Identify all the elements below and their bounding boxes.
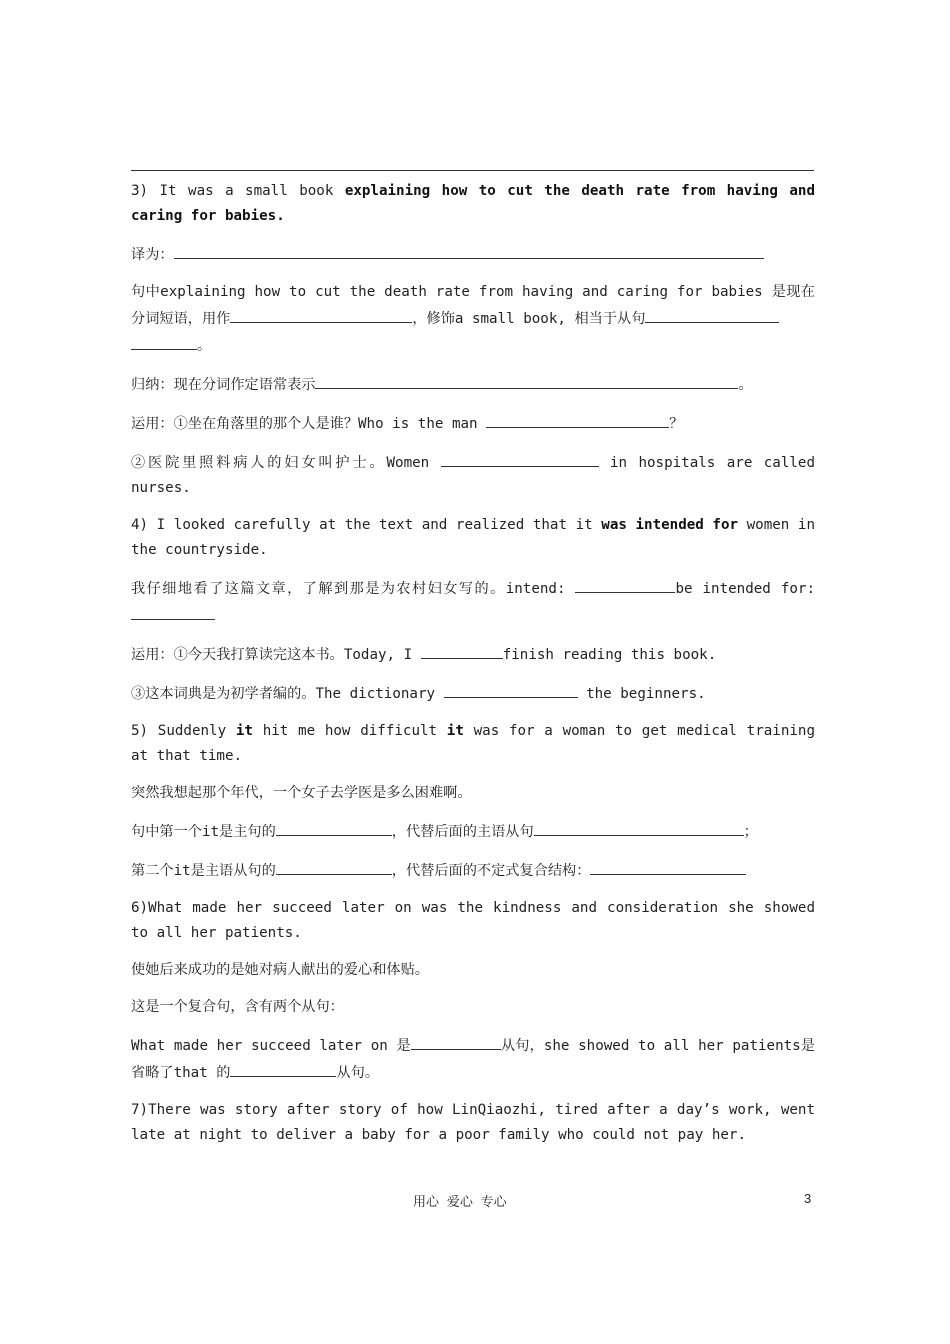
s4-intend-blank[interactable] <box>575 575 675 593</box>
s6-cn: 使她后来成功的是她对病人献出的爱心和体贴。 <box>131 962 429 978</box>
s3-desc-b: ，修饰a small book, 相当于从句 <box>412 311 646 327</box>
s6-q-c: 从句。 <box>336 1065 380 1081</box>
s3-blank-function[interactable] <box>230 305 412 323</box>
page-content <box>131 179 815 1160</box>
header-rule <box>131 170 814 171</box>
s4-highlight: was intended for <box>601 517 739 533</box>
s3-summary-end: 。 <box>738 377 753 393</box>
s5-q2-mid: ，代替后面的不定式复合结构： <box>391 863 591 879</box>
s3-summary-text: 归纳：现在分词作定语常表示 <box>131 377 316 393</box>
s4-cn-text: 我仔细地看了这篇文章，了解到那是为农村妇女写的。intend: <box>131 581 576 597</box>
s4-cn-mid: be intended for: <box>675 581 815 597</box>
s7-sentence: 7)There was story after story of how LinQiaozhi, tired after a day’s work, went late at night to deliver a baby for a poor family who could not pay her. <box>131 1102 815 1143</box>
s3-blank-clause-1[interactable] <box>645 305 779 323</box>
s4-use1 <box>131 641 815 668</box>
s4-text-b: women in the countryside. <box>131 517 816 558</box>
s6-q-b: 从句，she showed to all her patients是省略了that 的 <box>131 1038 815 1081</box>
s3-use1-text: 运用：①坐在角落里的那个人是谁？Who is the man <box>131 416 487 432</box>
s4-use2-blank[interactable] <box>444 680 578 698</box>
s3-use1-blank[interactable] <box>486 410 669 428</box>
s4-use2-end: the beginners. <box>577 686 706 702</box>
s3-use2-text: ②医院里照料病人的妇女叫护士。Women <box>131 455 441 471</box>
s3-summary <box>131 371 815 398</box>
s5-q1-blank-2[interactable] <box>534 818 744 836</box>
s5-cn: 突然我想起那个年代，一个女子去学医是多么困难啊。 <box>131 785 472 801</box>
s5-text-a: 5) Suddenly <box>131 723 236 739</box>
s3-use1 <box>131 410 815 437</box>
s5-q2-blank-2[interactable] <box>590 857 746 875</box>
s5-q2-text: 第二个it是主语从句的 <box>131 863 276 879</box>
page-number: 3 <box>804 1191 812 1206</box>
s3-use2 <box>131 449 815 501</box>
s4-intended-blank[interactable] <box>131 602 215 620</box>
s5-text-c: was for a woman to get medical training at that time. <box>131 723 816 764</box>
s6-blank-2[interactable] <box>230 1059 336 1077</box>
s5-q1-end: ； <box>743 824 758 840</box>
s5-text-b: hit me how difficult <box>252 723 447 739</box>
translate-label: 译为： <box>131 247 174 263</box>
s4-sentence <box>131 513 815 563</box>
s4-text-a: 4) I looked carefully at the text and realized that it <box>131 517 602 533</box>
s3-use2-blank[interactable] <box>441 449 599 467</box>
s5-q1 <box>131 818 815 845</box>
s3-sentence-text: 3) It was a small book <box>131 183 345 199</box>
s5-q2 <box>131 857 815 884</box>
s3-summary-blank[interactable] <box>315 371 738 389</box>
s5-q1-blank-1[interactable] <box>276 818 392 836</box>
footer-motto: 用心 爱心 专心 <box>413 1195 507 1210</box>
s6-question <box>131 1032 815 1086</box>
s4-use1-end: finish reading this book. <box>502 647 717 663</box>
translate-blank[interactable] <box>174 241 764 259</box>
s3-blank-clause-2[interactable] <box>131 332 197 350</box>
s3-desc <box>131 280 815 359</box>
s6-q-a: What made her succeed later on 是 <box>131 1038 411 1054</box>
s5-it-1: it <box>235 723 253 739</box>
s3-highlight: explaining how to cut the death rate from having and caring for babies. <box>131 183 815 224</box>
s5-sentence <box>131 719 815 769</box>
s5-it-2: it <box>446 723 464 739</box>
s3-desc-c: 。 <box>197 338 212 354</box>
s4-use1-text: 运用：①今天我打算读完这本书。Today, I <box>131 647 421 663</box>
s4-cn <box>131 575 815 629</box>
s6-sentence: 6)What made her succeed later on was the kindness and consideration she showed to all her patients. <box>131 900 815 941</box>
s5-q1-text: 句中第一个it是主句的 <box>131 824 276 840</box>
s3-sentence <box>131 179 815 229</box>
s3-use2-end: in hospitals are called nurses. <box>131 455 815 496</box>
s6-blank-1[interactable] <box>411 1032 501 1050</box>
s4-use2 <box>131 680 815 707</box>
s4-use2-text: ③这本词典是为初学者编的。The dictionary <box>131 686 444 702</box>
s3-desc-a: 句中explaining how to cut the death rate from having and caring for babies 是现在分词短语，用作 <box>131 284 815 327</box>
s3-use1-end: ？ <box>669 416 684 432</box>
s6-note: 这是一个复合句，含有两个从句： <box>131 999 344 1015</box>
s5-q1-mid: ，代替后面的主语从句 <box>391 824 534 840</box>
s5-q2-blank-1[interactable] <box>276 857 392 875</box>
s3-translate <box>131 241 815 268</box>
s4-use1-blank[interactable] <box>421 641 503 659</box>
